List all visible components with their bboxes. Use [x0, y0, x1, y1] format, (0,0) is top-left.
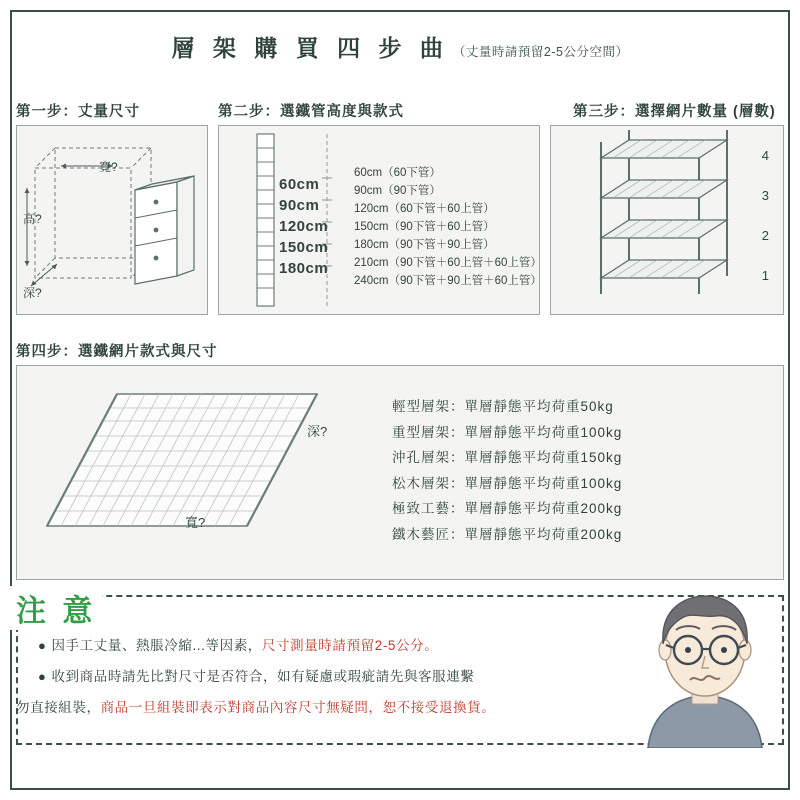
page-title — [0, 30, 800, 63]
step2-label: 第二步：選鐵管高度與款式 — [218, 104, 404, 120]
layer-count-1: 1 — [761, 268, 769, 283]
step1-depth-label: 深? — [23, 286, 42, 300]
pole-height-3: 150cm — [279, 239, 329, 256]
notice-line-3-a: 勿直接組裝， — [16, 700, 101, 715]
layer-count-4: 4 — [761, 148, 769, 163]
layer-count-2: 2 — [761, 228, 769, 243]
step4-panel — [16, 365, 784, 580]
load-item-2: 沖孔層架：單層靜態平均荷重150kg — [392, 450, 623, 465]
mascot-face-illustration — [630, 588, 780, 748]
load-item-0: 輕型層架：單層靜態平均荷重50kg — [392, 399, 614, 414]
mesh-panel-diagram — [17, 366, 377, 579]
pole-height-4: 180cm — [279, 260, 329, 277]
pole-spec-6: 240cm（90下管＋90上管＋60上管） — [354, 275, 542, 287]
notice-line-2 — [38, 661, 495, 692]
notice-line-1 — [38, 630, 495, 661]
load-item-5: 鐵木藝匠：單層靜態平均荷重200kg — [392, 526, 623, 542]
pole-height-list — [279, 174, 328, 279]
pole-spec-1: 90cm（90下管） — [354, 185, 441, 197]
pole-spec-5: 210cm（90下管＋60上管＋60上管） — [354, 257, 542, 269]
pole-spec-list — [354, 164, 542, 290]
notice-line-1-a: 因手工丈量、熱脹冷縮...等因素， — [51, 638, 262, 653]
step1-width-label: 寬? — [99, 160, 118, 174]
step1-label: 第一步：丈量尺寸 — [16, 104, 140, 120]
load-item-1: 重型層架：單層靜態平均荷重100kg — [392, 424, 623, 440]
bullet-icon: ● — [38, 669, 47, 684]
step4-width-label: 寬? — [185, 515, 206, 530]
step3-label: 第三步：選擇網片數量 (層數) — [573, 104, 776, 120]
pole-spec-3: 150cm（90下管＋60上管） — [354, 221, 495, 233]
pole-height-2: 120cm — [279, 218, 329, 235]
title-main: 層 架 購 買 四 步 曲 — [171, 35, 449, 61]
notice-line-3 — [16, 692, 495, 723]
step3-panel — [550, 125, 784, 315]
shelf-layers-diagram — [551, 126, 783, 314]
step4-label: 第四步：選鐵網片款式與尺寸 — [16, 344, 218, 360]
notice-content — [16, 630, 496, 723]
bullet-icon: ● — [38, 638, 47, 653]
layer-count-3: 3 — [761, 188, 769, 203]
notice-line-1-b: 尺寸測量時請預留2-5公分。 — [261, 638, 439, 653]
title-sub: （丈量時請預留2-5公分空間） — [452, 45, 629, 59]
notice-line-3-b: 商品一旦組裝即表示對商品內容尺寸無疑問，恕不接受退換貨。 — [100, 700, 496, 715]
pole-spec-2: 120cm（60下管＋60上管） — [354, 203, 495, 215]
load-item-4: 極致工藝：單層靜態平均荷重200kg — [392, 501, 623, 516]
step1-panel — [16, 125, 208, 315]
pole-height-1: 90cm — [279, 197, 320, 214]
step1-height-label: 高? — [23, 212, 42, 226]
measure-diagram — [17, 126, 207, 314]
step4-depth-label: 深? — [307, 424, 328, 439]
load-capacity-list — [392, 394, 622, 547]
pole-spec-4: 180cm（90下管＋90上管） — [354, 239, 495, 251]
pole-spec-0: 60cm（60下管） — [354, 167, 441, 179]
load-item-3: 松木層架：單層靜態平均荷重100kg — [392, 475, 623, 491]
pole-height-0: 60cm — [279, 176, 320, 193]
step2-panel — [218, 125, 540, 315]
notice-line-2-text: 收到商品時請先比對尺寸是否符合，如有疑慮或瑕疵請先與客服連繫 — [51, 669, 475, 684]
notice-title: 注 意 — [10, 586, 102, 630]
